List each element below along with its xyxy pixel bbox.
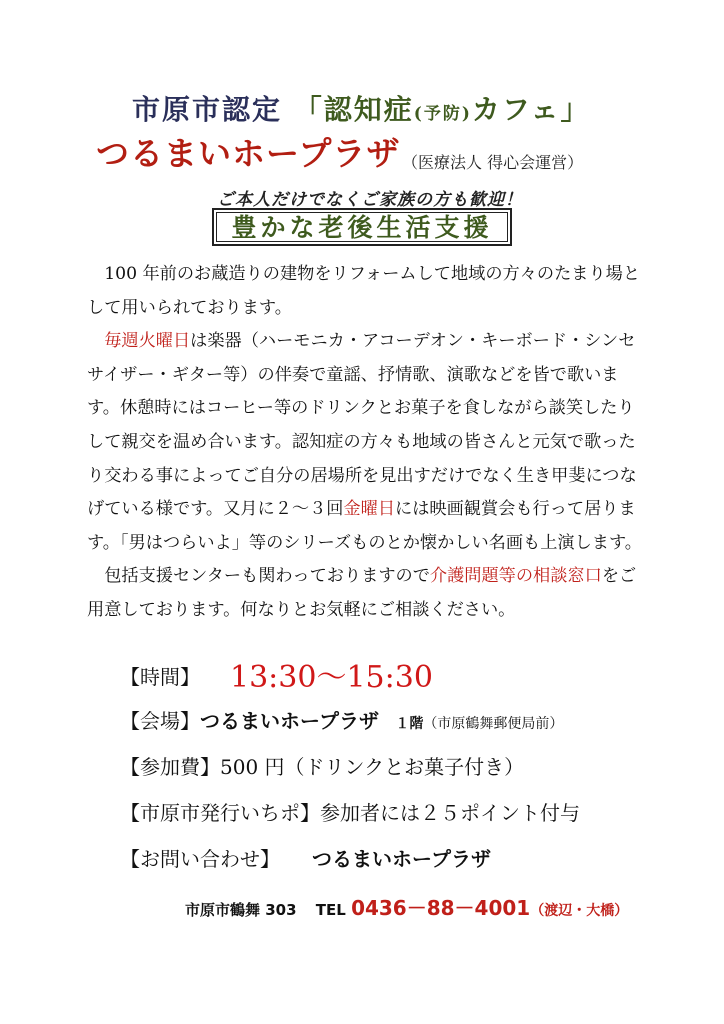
tel-number: 0436－88－4001 (351, 896, 531, 920)
support-banner (212, 208, 512, 246)
venue-row (120, 705, 563, 734)
venue-value: つるまいホープラザ (200, 709, 379, 733)
tel-label: TEL (315, 901, 346, 919)
contact-row (120, 843, 491, 872)
venue-floor: １階 (395, 716, 424, 732)
points-value: 参加者には２５ポイント付与 (320, 801, 580, 825)
paragraph-2-text-2: には映画観賞会も行って居ります。「男はつらいよ」等のシリーズものとか懐かしい名画も上演します。 (87, 499, 642, 553)
paragraph-1-text: 100 年前のお蔵造りの建物をリフォームして地域の方々のたまり場として用いられております。 (87, 264, 641, 318)
paragraph-2-text-1: は楽器（ハーモニカ・アコーデオン・キーボード・シンセサイザー・ギター等）の伴奏で童謡、抒情歌、演歌などを皆で歌います。休憩時にはコーヒー等のドリンクとお菓子を食しながら談笑したりして親交を温め合います。認知症の方々も地域の皆さんと元気で歌ったり交わる事によってご自分の居場所を見出すだけでなく生き甲斐につなげている様です。又月に２～３回 (87, 331, 637, 520)
time-label: 【時間】 (120, 665, 200, 689)
points-row (120, 797, 580, 826)
prevention-label: (予防) (413, 104, 472, 124)
fee-value: 500 円（ドリンクとお菓子付き） (220, 755, 525, 779)
welcome-text: ご本人だけでなくご家族の方も歓迎！ (217, 190, 523, 210)
footer-contact (185, 892, 628, 921)
operator-label: （医療法人 得心会運営） (402, 153, 584, 172)
venue-label: 【会場】 (120, 709, 200, 733)
cafe-name-open: 「認知症 (293, 93, 414, 126)
cafe-name-close: カフェ」 (471, 93, 591, 126)
contact-names: （渡辺・大橋） (530, 903, 629, 919)
support-text: 豊かな老後生活支援 (216, 212, 508, 242)
address: 市原市鶴舞 303 (185, 901, 297, 919)
contact-value: つるまいホープラザ (312, 847, 491, 871)
paragraph-3-text-1: 包括支援センターも関わっておりますので (104, 566, 430, 587)
paragraph-3 (87, 560, 647, 627)
tuesday-highlight: 毎週火曜日 (104, 331, 191, 352)
fee-label: 【参加費】 (120, 755, 220, 779)
fee-row (120, 751, 524, 780)
paragraph-2 (87, 325, 647, 560)
consultation-highlight: 介護問題等の相談窓口 (429, 566, 602, 587)
friday-highlight: 金曜日 (343, 499, 396, 520)
cafe-title (132, 88, 590, 128)
time-value: 13:30～15:30 (230, 660, 433, 695)
venue-title: つるまいホープラザ (96, 134, 401, 173)
paragraph-3-text-2: をご用意しております。何なりとお気軽にご相談ください。 (87, 566, 637, 620)
venue-note: （市原鶴舞郵便局前） (423, 716, 564, 732)
points-label: 【市原市発行いちポ】 (120, 801, 320, 825)
paragraph-1 (87, 258, 647, 325)
certified-label: 市原市認定 (132, 93, 283, 126)
description (87, 258, 647, 628)
time-row (120, 652, 433, 696)
contact-label: 【お問い合わせ】 (120, 847, 280, 871)
